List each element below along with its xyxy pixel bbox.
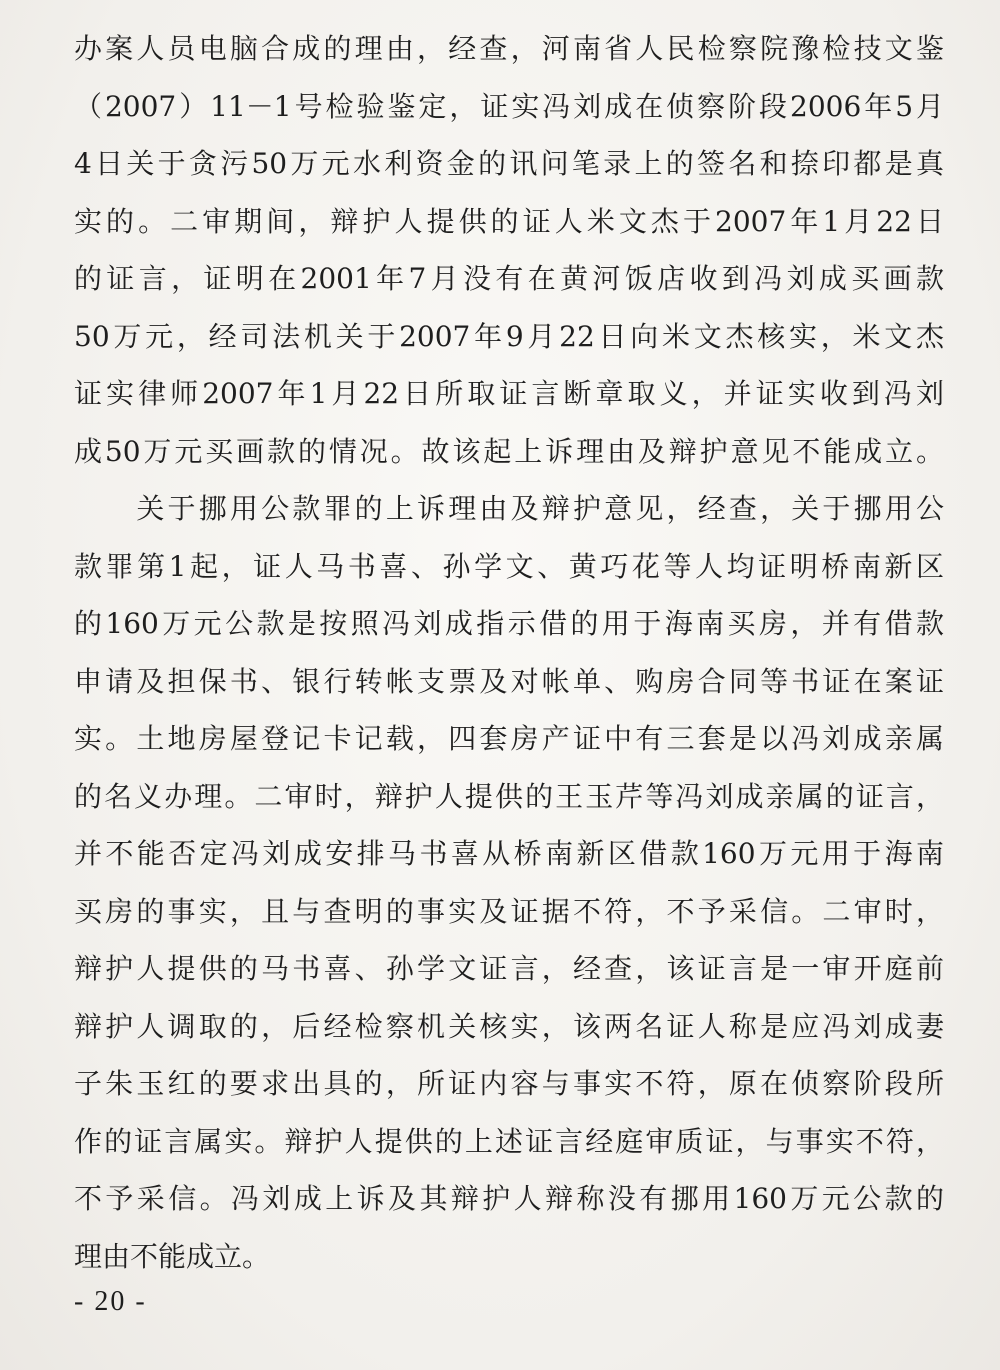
text-line: 证实律师2007年1月22日所取证言断章取义，并证实收到冯刘 — [74, 377, 944, 410]
text-line: 实的。二审期间，辩护人提供的证人米文杰于2007年1月22日 — [74, 204, 944, 238]
text-line: 关于挪用公款罪的上诉理由及辩护意见，经查，关于挪用公 — [74, 492, 944, 525]
text-line: 不予采信。冯刘成上诉及其辩护人辩称没有挪用160万元公款的 — [74, 1182, 944, 1215]
text-line: 买房的事实，且与查明的事实及证据不符，不予采信。二审时， — [74, 894, 944, 928]
text-line: 并不能否定冯刘成安排马书喜从桥南新区借款160万元用于海南 — [74, 837, 944, 870]
text-line: （2007）11－1号检验鉴定，证实冯刘成在侦察阶段2006年5月 — [74, 89, 944, 123]
text-line: 4日关于贪污50万元水利资金的讯问笔录上的签名和捺印都是真 — [74, 147, 944, 180]
text-line: 申请及担保书、银行转帐支票及对帐单、购房合同等书证在案证 — [74, 664, 944, 698]
text-line: 的名义办理。二审时，辩护人提供的王玉芹等冯刘成亲属的证言， — [74, 779, 944, 813]
text-line: 款罪第1起，证人马书喜、孙学文、黄巧花等人均证明桥南新区 — [74, 549, 944, 583]
text-line: 实。土地房屋登记卡记载，四套房产证中有三套是以冯刘成亲属 — [74, 722, 944, 755]
text-line: 理由不能成立。 — [74, 1239, 271, 1273]
text-line: 50万元，经司法机关于2007年9月22日向米文杰核实，米文杰 — [74, 319, 944, 353]
text-line: 辩护人提供的马书喜、孙学文证言，经查，该证言是一审开庭前 — [74, 952, 944, 985]
document-body — [74, 20, 944, 1285]
text-line: 作的证言属实。辩护人提供的上述证言经庭审质证，与事实不符， — [74, 1124, 944, 1158]
text-line: 的证言，证明在2001年7月没有在黄河饭店收到冯刘成买画款 — [74, 262, 944, 295]
text-line: 成50万元买画款的情况。故该起上诉理由及辩护意见不能成立。 — [74, 434, 944, 468]
page-number: - 20 - — [74, 1286, 147, 1317]
text-line: 办案人员电脑合成的理由，经查，河南省人民检察院豫检技文鉴 — [74, 32, 944, 65]
text-line: 子朱玉红的要求出具的，所证内容与事实不符，原在侦察阶段所 — [74, 1067, 944, 1100]
text-line: 的160万元公款是按照冯刘成指示借的用于海南买房，并有借款 — [74, 607, 944, 640]
text-line: 辩护人调取的，后经检察机关核实，该两名证人称是应冯刘成妻 — [74, 1009, 944, 1043]
